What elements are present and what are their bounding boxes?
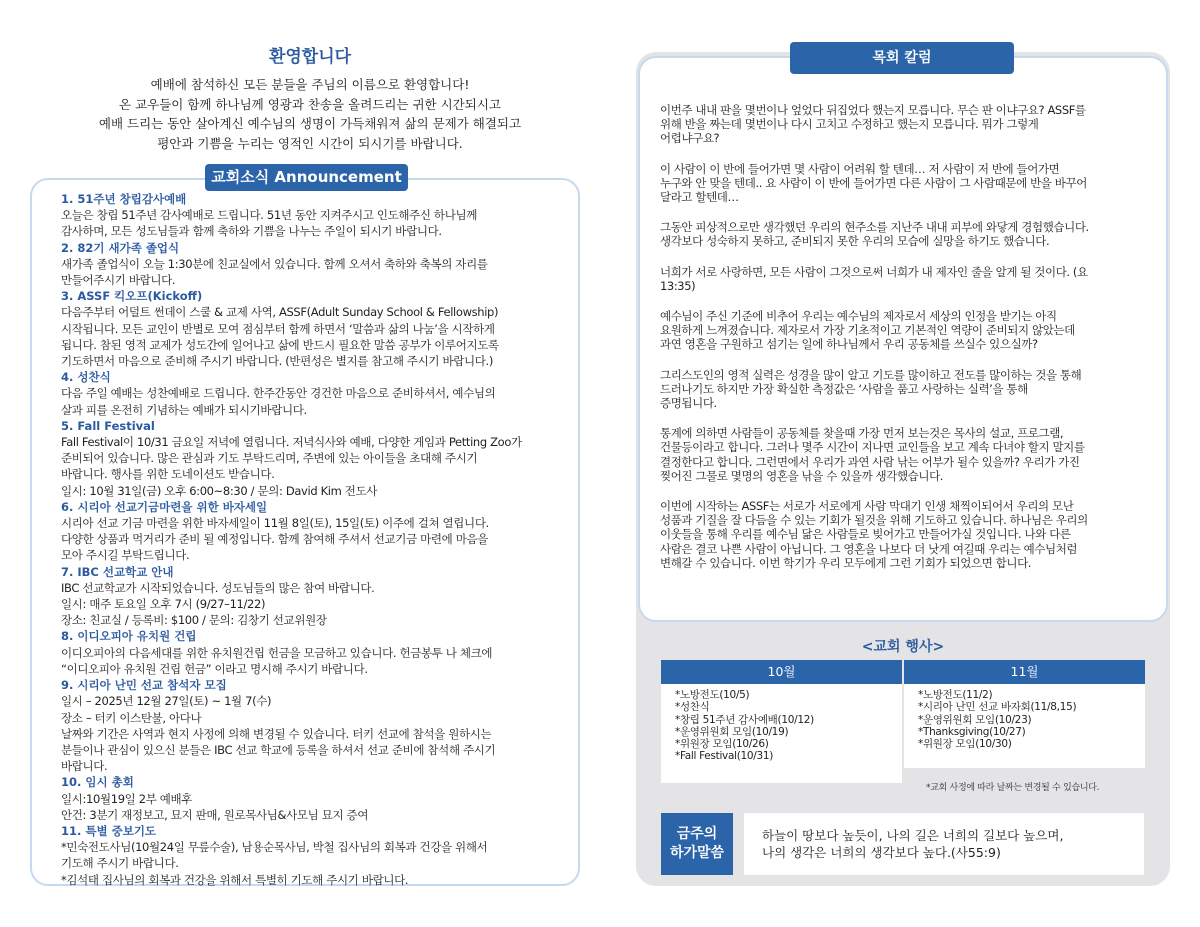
announcement-line: 장소: 친교실 / 등록비: $100 / 문의: 김창기 선교위원장 <box>61 613 327 628</box>
announcement-line: 됩니다. 참된 영적 교제가 성도간에 일어나고 삶에 반드시 필요한 말씀 공부가 이루어지도록 <box>61 337 499 352</box>
verse-line: 나의 생각은 너희의 생각보다 높다.(사55:9) <box>762 845 1001 860</box>
announcements-list <box>61 191 571 888</box>
announcement-line: “이디오피아 유치원 건립 헌금” 이라고 명시해 주시기 바랍니다. <box>61 661 368 676</box>
announcement-item <box>61 369 571 418</box>
event-item: *성찬식 <box>675 701 710 714</box>
event-item: *위원장 모임(10/30) <box>918 738 1012 751</box>
announcement-line: 바랍니다. <box>61 759 108 774</box>
month-events-list <box>904 684 1145 768</box>
verse-label-line: 금주의 <box>676 826 718 842</box>
announcement-line: 바랍니다. 행사를 위한 도네이션도 받습니다. <box>61 467 275 482</box>
announcement-line: Fall Festival이 10/31 금요일 저녁에 열립니다. 저녁식사와 예배, 다양한 게임과 Petting Zoo가 <box>61 435 522 450</box>
announcement-line: 감사하며, 모든 성도님들과 함께 축하와 기쁨을 나누는 주일이 되시기 바랍니다. <box>61 224 442 239</box>
announcement-heading: 8. 이디오피아 유치원 건립 <box>61 629 197 644</box>
events-month-october <box>661 660 902 783</box>
announcement-line: 살과 피를 온전히 기념하는 예배가 되시기바랍니다. <box>61 402 307 417</box>
verse-label <box>661 813 733 875</box>
announcement-item <box>61 499 571 564</box>
announcement-line: 시작됩니다. 모든 교인이 반별로 모여 점심부터 함께 하면서 ‘말씀과 삶의 나눔’을 시작하게 <box>61 321 495 336</box>
announcement-line: *민숙전도사님(10월24일 무릎수술), 남용순목사님, 박철 집사님의 회복과 건강을 위해서 <box>61 840 488 855</box>
event-item: *운영위원회 모임(10/19) <box>675 725 789 738</box>
announcement-line: 일시: 매주 토요일 오후 7시 (9/27–11/22) <box>61 597 266 612</box>
month-header: 10월 <box>661 660 902 684</box>
column-line: 사람은 결코 나쁜 사람이 아닙니다. 그 영혼을 나보다 더 낫게 여길때 우리는 예수님처럼 <box>660 541 1078 556</box>
column-line: 이 사람이 이 반에 들어가면 몇 사람이 어려워 할 텐데… 저 사람이 저 반에 들어가면 <box>660 161 1060 176</box>
pastor-column-title: 목회 칼럼 <box>790 42 1014 74</box>
welcome-section <box>40 42 580 153</box>
announcement-heading: 10. 임시 총회 <box>61 775 134 790</box>
event-item: *창립 51주년 감사예배(10/12) <box>675 713 814 726</box>
events-note: *교회 사정에 따라 날짜는 변경될 수 있습니다. <box>926 783 1100 793</box>
announcement-item <box>61 191 571 240</box>
verse-text-box <box>744 813 1144 875</box>
announcement-line: 다음주부터 어덜트 썬데이 스쿨 & 교제 사역, ASSF(Adult Sunday School & Fellowship) <box>61 305 499 320</box>
column-paragraph <box>660 265 1152 293</box>
column-line: 어렵냐구요? <box>660 131 720 146</box>
column-line: 증명됩니다. <box>660 396 717 411</box>
column-line: 생각보다 성숙하지 못하고, 준비되지 못한 우리의 모습에 실망을 하기도 했습니다. <box>660 234 1050 249</box>
event-item: *운영위원회 모임(10/23) <box>918 713 1032 726</box>
event-item: *노방전도(11/2) <box>918 689 993 701</box>
announcement-line: 다양한 상품과 먹거리가 준비 될 예정입니다. 함께 참여해 주셔서 선교기금 마련에 마음을 <box>61 532 488 547</box>
column-paragraph <box>660 426 1152 483</box>
column-paragraph <box>660 368 1152 411</box>
column-paragraph <box>660 309 1152 352</box>
announcement-line: 이디오피아의 다음세대를 위한 유치원건립 헌금을 모금하고 있습니다. 헌금봉투 나 체크에 <box>61 645 493 660</box>
column-line: 드러나기도 하지만 가장 확실한 측정값은 ‘사람을 품고 사랑하는 실력’을 통해 <box>660 381 1028 396</box>
announcement-line: 일시 – 2025년 12월 27일(토) ~ 1월 7(수) <box>61 694 272 709</box>
event-item: *Fall Festival(10/31) <box>675 750 774 763</box>
column-paragraph <box>660 162 1152 205</box>
column-line: 이웃들을 통해 우리를 예수님 닮은 사람들로 빚어가고 만들어가실 것입니다. 나와 다른 <box>660 527 1071 542</box>
column-line: 과연 영혼을 구원하고 섬기는 일에 하나님께서 우리 공동체를 쓰실수 있으실까? <box>660 337 1038 352</box>
announcement-line: 기도해 주시기 바랍니다. <box>61 856 179 871</box>
column-line: 예수님이 주신 기준에 비추어 우리는 예수님의 제자로서 세상의 인정을 받기는 아직 <box>660 309 1057 324</box>
announcement-line: *김석태 집사님의 회복과 건강을 위해서 특별히 기도해 주시기 바랍니다. <box>61 872 409 887</box>
announcement-line: 시리아 선교 기금 마련을 위한 바자세일이 11월 8일(토), 15일(토) 이주에 걸쳐 열립니다. <box>61 516 489 531</box>
announcement-item <box>61 823 571 888</box>
announcement-line: 분들이나 관심이 있으신 분들은 IBC 선교 학교에 등록을 하셔서 선교 준비에 참석해 주시기 <box>61 742 496 757</box>
welcome-line: 온 교우들이 함께 하나님께 영광과 찬송을 올려드리는 귀한 시간되시고 <box>119 96 501 112</box>
column-line: 누구와 안 맞을 텐데.. 요 사람이 이 반에 들어가면 다른 사람이 그 사람때문에 반을 바꾸어 <box>660 175 1087 190</box>
column-line: 위해 반을 짜는데 몇번이나 다시 고치고 수정하고 했는지 모릅니다. 뭐가 그렇게 <box>660 117 1039 132</box>
announcement-heading: 7. IBC 선교학교 안내 <box>61 564 174 579</box>
column-line: 건물등이라고 합니다. 그러나 몇주 시간이 지나면 교인들을 보고 계속 다녀야 할지 말지를 <box>660 440 1085 455</box>
column-line: 변해갈 수 있습니다. 이번 학기가 우리 모두에게 그런 기회가 되었으면 합니다. <box>660 555 1032 570</box>
announcement-line: 일시:10월19일 2부 예배후 <box>61 791 193 806</box>
column-paragraph <box>660 220 1152 248</box>
announcement-heading: 4. 성찬식 <box>61 370 111 385</box>
welcome-line: 평안과 기쁨을 누리는 영적인 시간이 되시기를 바랍니다. <box>157 135 463 151</box>
announcement-line: 준비되어 있습니다. 많은 관심과 기도 부탁드리며, 주변에 있는 아이들을 초대해 주시기 <box>61 451 478 466</box>
announcement-heading: 5. Fall Festival <box>61 418 155 433</box>
announcement-line: 다음 주일 예배는 성찬예배로 드립니다. 한주간동안 경건한 마음으로 준비하셔서, 예수님의 <box>61 386 496 401</box>
column-line: 찢어진 그물로 몇명의 영혼을 낚을 수 있을까 생각했습니다. <box>660 468 944 483</box>
column-line: 이번주 내내 판을 몇번이나 엎었다 뒤집었다 했는지 모릅니다. 무슨 판 이냐구요? ASSF를 <box>660 103 1086 117</box>
event-item: *시리아 난민 선교 바자회(11/8,15) <box>918 701 1077 714</box>
pastor-column-text <box>660 103 1152 586</box>
announcement-line: IBC 선교학교가 시작되었습니다. 성도님들의 많은 참여 바랍니다. <box>61 580 375 595</box>
announcement-item <box>61 774 571 823</box>
announcement-heading: 11. 특별 중보기도 <box>61 823 157 838</box>
announcement-item <box>61 288 571 369</box>
announcement-item <box>61 677 571 774</box>
events-title: <교회 행사> <box>861 639 945 655</box>
verse-label-line: 하가말씀 <box>669 845 725 861</box>
column-line: 성품과 기질을 잘 다듬을 수 있는 기회가 될것을 위해 기도하고 있습니다. 하나님은 우리의 <box>660 513 1088 528</box>
welcome-line: 예배 드리는 동안 살아계신 예수님의 생명이 가득채워져 삶의 문제가 해결되고 <box>98 116 522 131</box>
announcement-line: 장소 – 터키 이스탄불, 아다나 <box>61 710 202 725</box>
announcement-heading: 6. 시리아 선교기금마련을 위한 바자세일 <box>61 499 268 514</box>
announcement-line: 안건: 3분기 재정보고, 묘지 판매, 원로목사님&사모님 묘지 증여 <box>61 807 369 822</box>
column-line: 이번에 시작하는 ASSF는 서로가 서로에게 사람 막대기 인생 채찍이되어서 우리의 모난 <box>660 499 1074 514</box>
column-paragraph <box>660 103 1152 146</box>
column-line: 13:35) <box>660 278 696 293</box>
welcome-title: 환영합니다 <box>268 47 352 67</box>
event-item: *노방전도(10/5) <box>675 689 750 701</box>
announcement-line: 날짜와 기간은 사역과 현지 사정에 의해 변경될 수 있습니다. 터키 선교에 참석을 원하시는 <box>61 726 492 741</box>
column-line: 그동안 피상적으로만 생각했던 우리의 현주소를 지난주 내내 피부에 와닿게 경험했습니다. <box>660 220 1089 235</box>
event-item: *Thanksgiving(10/27) <box>918 725 1026 738</box>
announcement-line: 새가족 졸업식이 오늘 1:30분에 친교실에서 있습니다. 함께 오셔서 축하와 축복의 자리를 <box>61 256 488 271</box>
column-line: 그리스도인의 영적 실력은 성경을 많이 알고 기도를 많이하고 전도를 많이하는 것을 통해 <box>660 367 1082 382</box>
month-events-list <box>661 684 902 783</box>
events-month-november <box>904 660 1145 783</box>
welcome-line: 예배에 참석하신 모든 분들을 주님의 이름으로 환영합니다! <box>150 77 470 92</box>
announcement-heading: 3. ASSF 킥오프(Kickoff) <box>61 289 203 304</box>
column-line: 너희가 서로 사랑하면, 모든 사람이 그것으로써 너희가 내 제자인 줄을 알게 될 것이다. (요 <box>660 264 1088 279</box>
announcement-item <box>61 564 571 629</box>
announcements-title: 교회소식 Announcement <box>205 164 408 191</box>
event-item: *위원장 모임(10/26) <box>675 738 769 751</box>
announcement-heading: 9. 시리아 난민 선교 참석자 모집 <box>61 678 227 693</box>
column-paragraph <box>660 499 1152 570</box>
column-line: 통계에 의하면 사람들이 공동체를 찾을때 가장 먼저 보는것은 목사의 설교, 프로그램, <box>660 426 1064 441</box>
month-header: 11월 <box>904 660 1145 684</box>
column-line: 달라고 할텐데… <box>660 190 739 205</box>
announcement-line: 만들어주시기 바랍니다. <box>61 273 176 288</box>
announcement-line: 모아 주시길 부탁드립니다. <box>61 548 190 563</box>
verse-line: 하늘이 땅보다 높듯이, 나의 길은 너희의 길보다 높으며, <box>762 828 1064 843</box>
column-line: 요원하게 느껴졌습니다. 제자로서 가장 기초적이고 기본적인 역량이 준비되지 않았는데 <box>660 323 1075 338</box>
announcement-line: 오늘은 창립 51주년 감사예배로 드립니다. 51년 동안 지켜주시고 인도해주신 하나님께 <box>61 208 477 223</box>
announcement-item <box>61 628 571 677</box>
announcement-item <box>61 418 571 499</box>
announcement-line: 기도하면서 마음으로 준비해 주시기 바랍니다. (반편성은 별지를 참고해 주시기 바랍니다.) <box>61 354 493 369</box>
announcement-item <box>61 240 571 289</box>
announcement-line: 일시: 10월 31일(금) 오후 6:00~8:30 / 문의: David Kim 전도사 <box>61 483 378 498</box>
announcement-heading: 2. 82기 새가족 졸업식 <box>61 240 180 255</box>
announcement-heading: 1. 51주년 창립감사예배 <box>61 192 187 206</box>
column-line: 결정한다고 합니다. 그런면에서 우리가 과연 사람 낚는 어부가 될수 있을까? 우리가 가진 <box>660 454 1080 469</box>
